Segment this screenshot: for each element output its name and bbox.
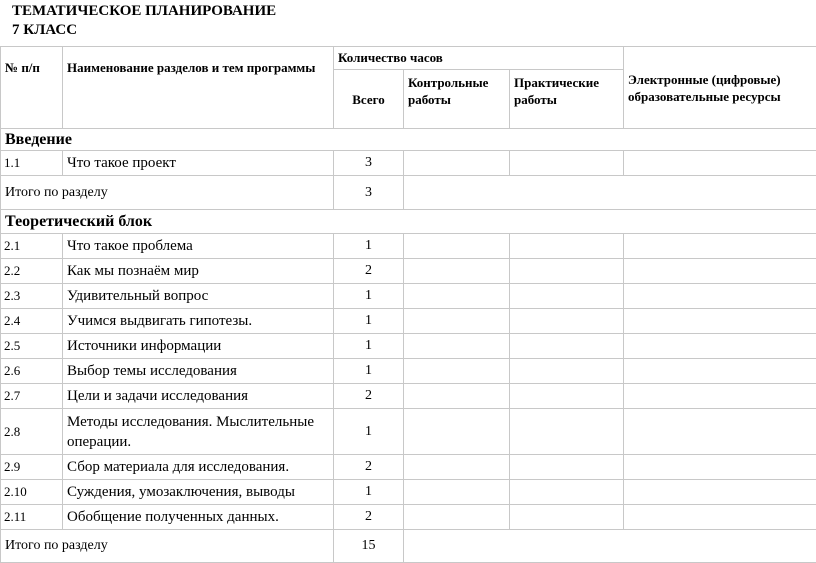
row-resources: [624, 359, 816, 384]
header-control: Контрольные работы: [404, 70, 510, 129]
row-resources: [624, 384, 816, 409]
row-control: [404, 505, 510, 530]
row-resources: [624, 309, 816, 334]
subtotal-value: 3: [334, 176, 404, 210]
table-row: [1, 384, 816, 409]
table-row: [1, 505, 816, 530]
row-practical: [510, 409, 624, 455]
row-resources: [624, 284, 816, 309]
row-control: [404, 284, 510, 309]
row-practical: [510, 334, 624, 359]
row-control: [404, 480, 510, 505]
subtotal-row: [1, 176, 816, 210]
row-name: Сбор материала для исследования.: [63, 455, 334, 480]
row-control: [404, 409, 510, 455]
row-num: 2.4: [1, 309, 63, 334]
header-num: № п/п: [1, 47, 63, 129]
header-resources: Электронные (цифровые) образовательные ресурсы: [624, 47, 816, 129]
row-num: 2.8: [1, 409, 63, 455]
row-control: [404, 455, 510, 480]
row-control: [404, 234, 510, 259]
row-num: 2.5: [1, 334, 63, 359]
row-num: 2.9: [1, 455, 63, 480]
row-control: [404, 151, 510, 176]
row-resources: [624, 234, 816, 259]
row-practical: [510, 284, 624, 309]
row-name: Источники информации: [63, 334, 334, 359]
row-num: 2.10: [1, 480, 63, 505]
row-resources: [624, 409, 816, 455]
row-control: [404, 309, 510, 334]
row-num: 2.1: [1, 234, 63, 259]
row-control: [404, 259, 510, 284]
row-practical: [510, 234, 624, 259]
row-resources: [624, 480, 816, 505]
section-title: Введение: [1, 129, 816, 151]
table-row: [1, 359, 816, 384]
row-practical: [510, 384, 624, 409]
row-hours: 2: [334, 384, 404, 409]
document-title: ТЕМАТИЧЕСКОЕ ПЛАНИРОВАНИЕ: [12, 2, 276, 20]
table-row: [1, 455, 816, 480]
row-name: Как мы познаём мир: [63, 259, 334, 284]
row-practical: [510, 309, 624, 334]
table-row: [1, 334, 816, 359]
row-practical: [510, 455, 624, 480]
row-practical: [510, 259, 624, 284]
row-resources: [624, 455, 816, 480]
document-subtitle: 7 КЛАСС: [12, 21, 77, 39]
row-num: 2.7: [1, 384, 63, 409]
row-name: Учимся выдвигать гипотезы.: [63, 309, 334, 334]
table-row: [1, 284, 816, 309]
section-title: Теоретический блок: [1, 210, 816, 234]
subtotal-empty: [404, 176, 816, 210]
table-row: [1, 309, 816, 334]
subtotal-label: Итого по разделу: [1, 530, 334, 563]
row-name: Методы исследования. Мыслительные операции.: [63, 409, 334, 455]
row-hours: 2: [334, 259, 404, 284]
row-name: Выбор темы исследования: [63, 359, 334, 384]
row-hours: 2: [334, 505, 404, 530]
header-name: Наименование разделов и тем программы: [63, 47, 334, 129]
row-num: 2.3: [1, 284, 63, 309]
row-practical: [510, 505, 624, 530]
row-practical: [510, 151, 624, 176]
row-control: [404, 384, 510, 409]
row-control: [404, 359, 510, 384]
header-hours: Количество часов: [334, 47, 624, 70]
row-resources: [624, 505, 816, 530]
row-hours: 2: [334, 455, 404, 480]
table-row: [1, 259, 816, 284]
row-name: Удивительный вопрос: [63, 284, 334, 309]
row-hours: 1: [334, 359, 404, 384]
row-name: Что такое проект: [63, 151, 334, 176]
planning-table: [0, 46, 816, 563]
row-practical: [510, 359, 624, 384]
row-hours: 1: [334, 334, 404, 359]
row-hours: 1: [334, 284, 404, 309]
row-num: 1.1: [1, 151, 63, 176]
row-resources: [624, 334, 816, 359]
row-num: 2.2: [1, 259, 63, 284]
row-name: Суждения, умозаключения, выводы: [63, 480, 334, 505]
row-hours: 1: [334, 309, 404, 334]
subtotal-value: 15: [334, 530, 404, 563]
row-name: Что такое проблема: [63, 234, 334, 259]
row-hours: 1: [334, 234, 404, 259]
row-control: [404, 334, 510, 359]
table-row: [1, 409, 816, 455]
row-resources: [624, 151, 816, 176]
header-practical: Практические работы: [510, 70, 624, 129]
header-total: Всего: [334, 70, 404, 129]
row-hours: 1: [334, 480, 404, 505]
subtotal-label: Итого по разделу: [1, 176, 334, 210]
row-name: Обобщение полученных данных.: [63, 505, 334, 530]
row-hours: 3: [334, 151, 404, 176]
table-row: [1, 151, 816, 176]
table-row: [1, 480, 816, 505]
row-practical: [510, 480, 624, 505]
table-row: [1, 234, 816, 259]
row-resources: [624, 259, 816, 284]
row-name: Цели и задачи исследования: [63, 384, 334, 409]
row-num: 2.6: [1, 359, 63, 384]
row-num: 2.11: [1, 505, 63, 530]
row-hours: 1: [334, 409, 404, 455]
